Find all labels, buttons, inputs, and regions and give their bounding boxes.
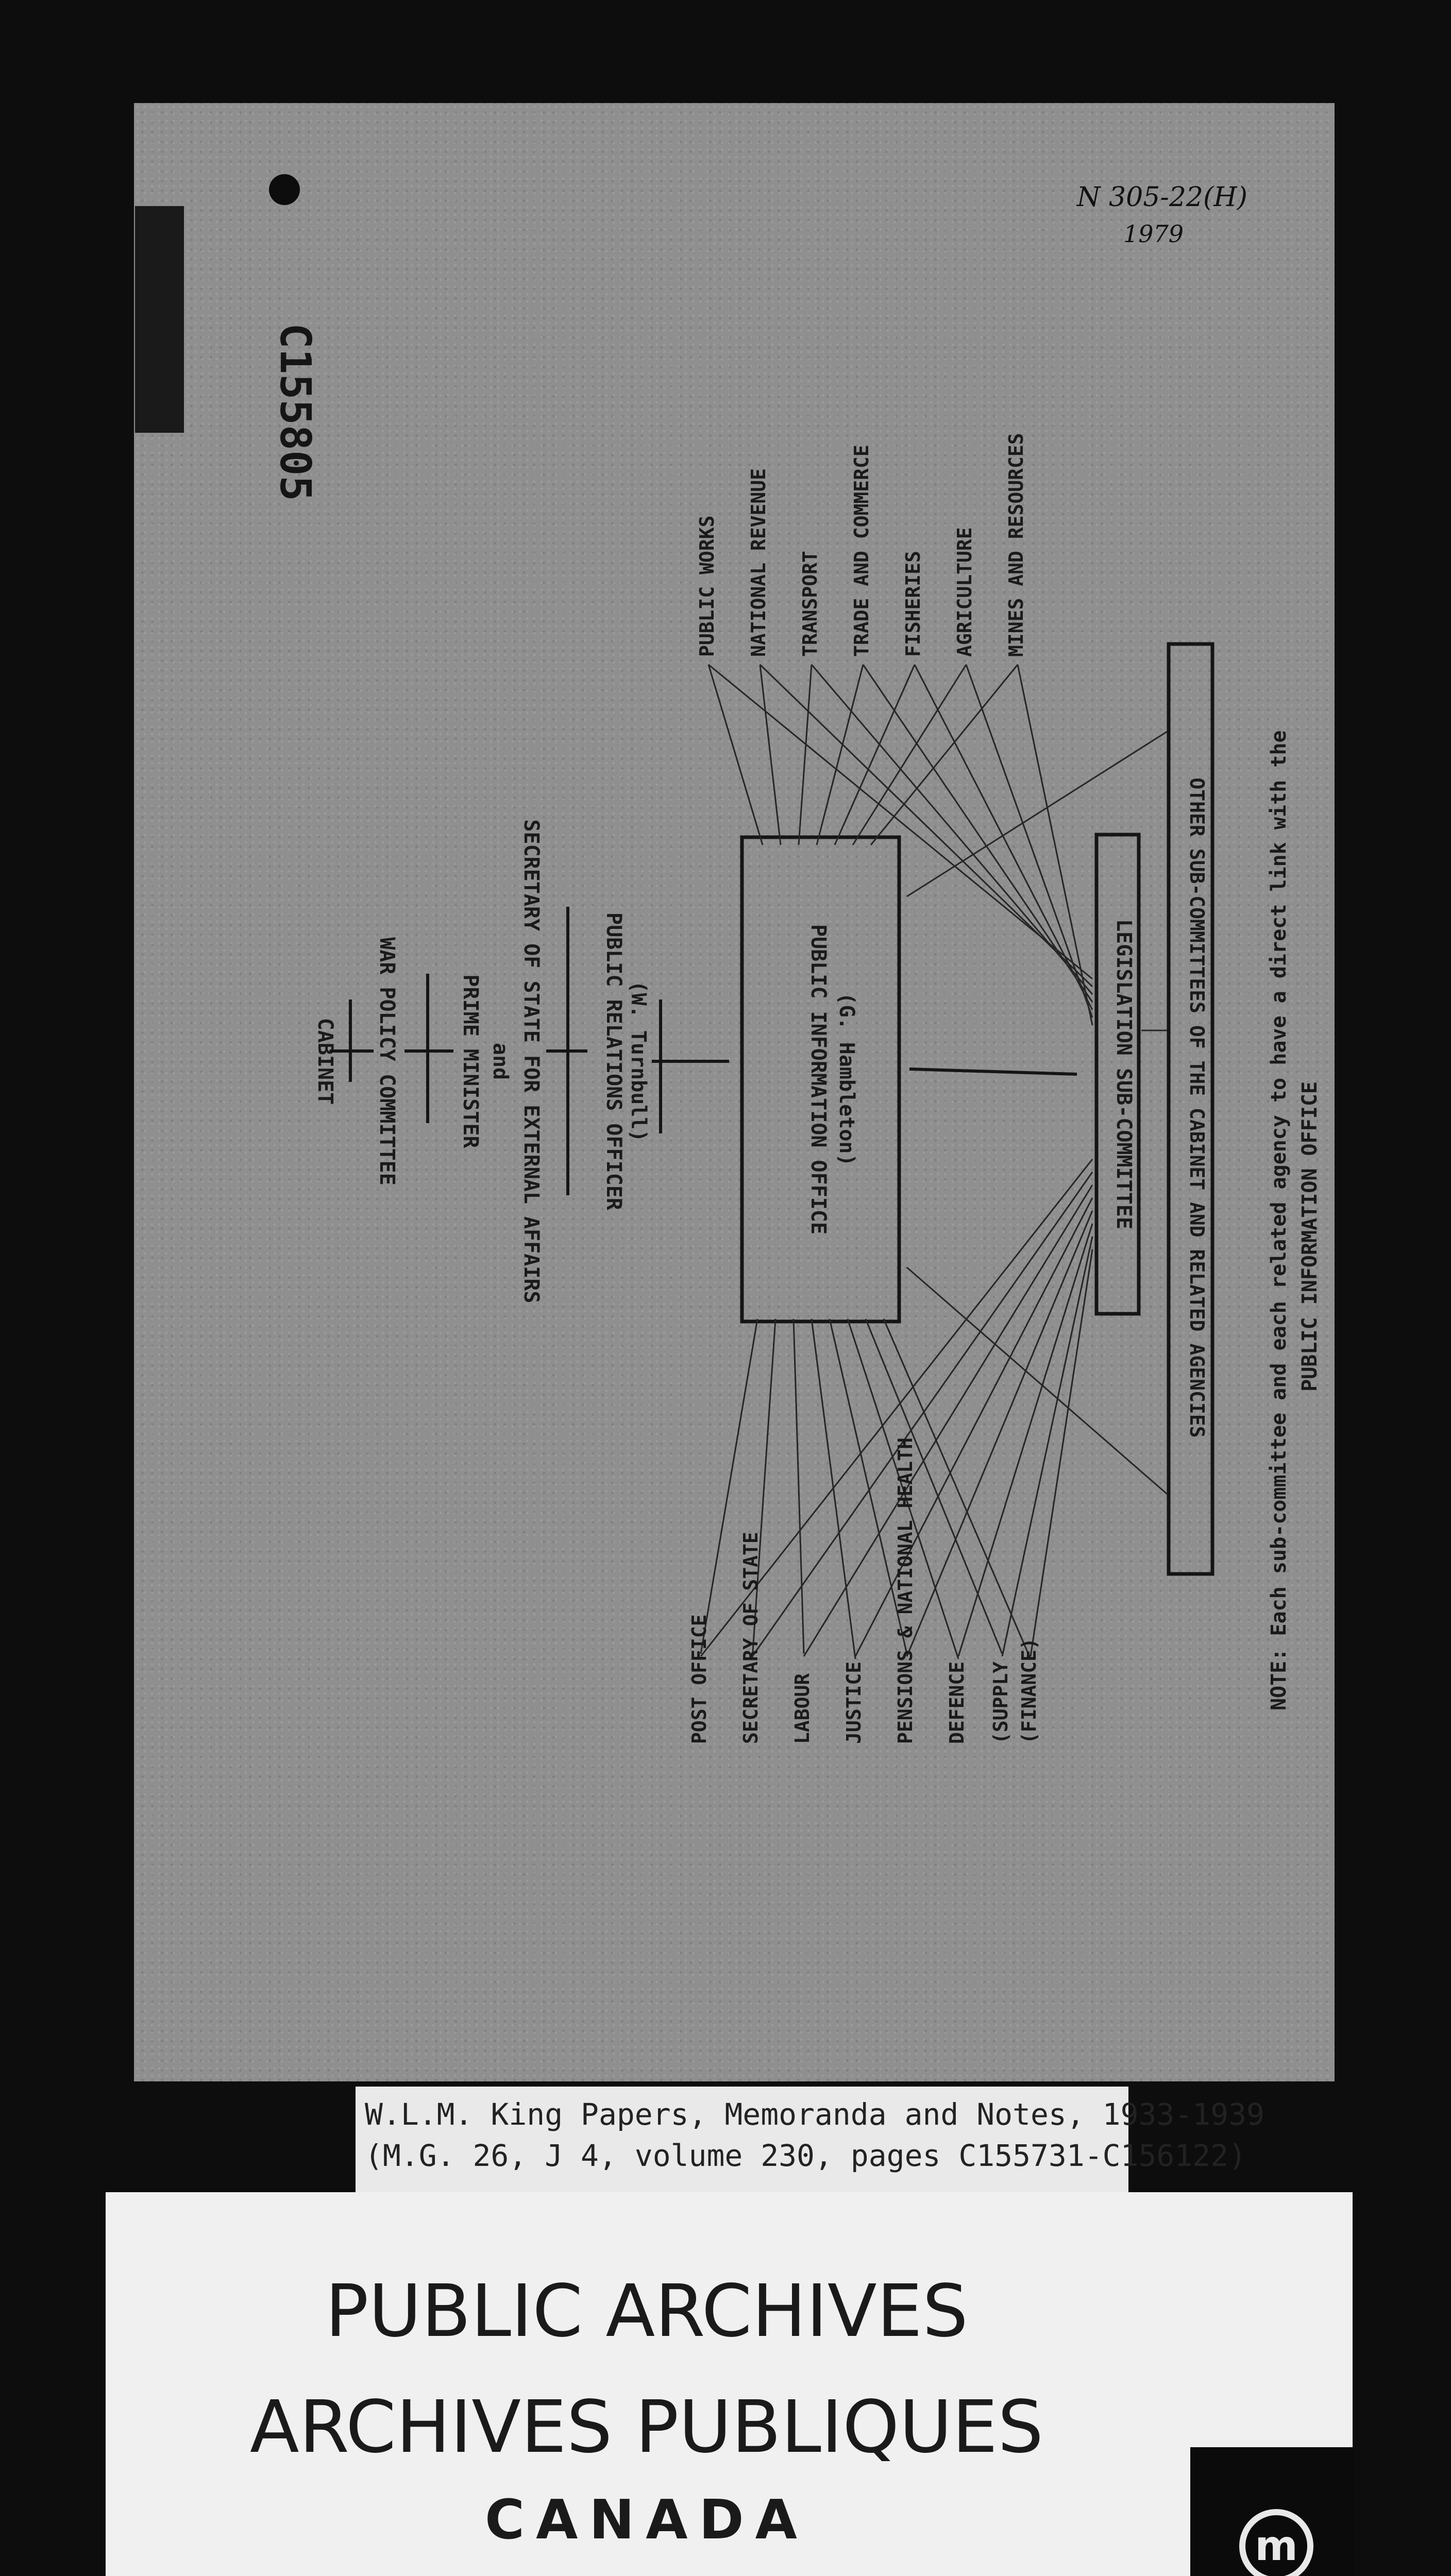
department-top-label: NATIONAL REVENUE bbox=[747, 468, 770, 657]
department-bottom-label: PENSIONS & NATIONAL HEALTH bbox=[894, 1437, 917, 1744]
connector-line bbox=[794, 1319, 804, 1654]
connector-line bbox=[1018, 665, 1092, 1025]
secretary-external-affairs-label: SECRETARY OF STATE FOR EXTERNAL AFFAIRS bbox=[519, 819, 543, 1303]
handwritten-reference: N 305-22(H) bbox=[1077, 182, 1247, 213]
archive-label-english: PUBLIC ARCHIVES bbox=[325, 2269, 968, 2353]
archive-label-french: ARCHIVES PUBLIQUES bbox=[249, 2385, 1044, 2469]
public-relations-officer-name: (W. Turnbull) bbox=[627, 980, 650, 1142]
connector-line bbox=[1002, 1236, 1092, 1656]
note-line-1: NOTE: Each sub-committee and each related agency to have a direct link with the bbox=[1267, 730, 1291, 1710]
department-top-label: FISHERIES bbox=[902, 551, 924, 657]
department-bottom-label: LABOUR bbox=[791, 1673, 814, 1744]
department-bottom-label: (SUPPLY bbox=[989, 1661, 1012, 1744]
department-bottom-label: (FINANCE) bbox=[1018, 1638, 1040, 1744]
connector-line bbox=[866, 1319, 1002, 1654]
and-label: and bbox=[488, 1042, 512, 1080]
handwritten-page-number: 1979 bbox=[1123, 220, 1184, 248]
public-relations-officer-label: PUBLIC RELATIONS OFFICER bbox=[602, 912, 626, 1210]
archive-label bbox=[106, 2192, 1353, 2576]
department-top-label: TRADE AND COMMERCE bbox=[850, 445, 873, 657]
connector-line bbox=[708, 665, 763, 845]
legislation-subcommittee-label: LEGISLATION SUB-COMMITTEE bbox=[1112, 919, 1136, 1230]
department-top-label: AGRICULTURE bbox=[953, 527, 976, 657]
connector-line bbox=[817, 665, 863, 845]
department-top-label: MINES AND RESOURCES bbox=[1005, 433, 1027, 657]
connector-line bbox=[1031, 1249, 1092, 1656]
public-information-office-title: PUBLIC INFORMATION OFFICE bbox=[806, 924, 830, 1235]
archive-label-country: CANADA bbox=[485, 2488, 808, 2551]
note-line-2: PUBLIC INFORMATION OFFICE bbox=[1298, 1081, 1322, 1392]
department-bottom-label: JUSTICE bbox=[842, 1661, 865, 1744]
cabinet-label: CABINET bbox=[313, 1018, 337, 1105]
connector-line bbox=[835, 665, 915, 845]
department-top-label: PUBLIC WORKS bbox=[696, 515, 718, 657]
citation-strip bbox=[356, 2087, 1264, 2205]
department-bottom-label: SECRETARY OF STATE bbox=[739, 1532, 762, 1744]
other-subcommittees-label: OTHER SUB-COMMITTEES OF THE CABINET AND RELATED AGENCIES bbox=[1186, 777, 1208, 1438]
department-bottom-label: DEFENCE bbox=[946, 1661, 968, 1744]
connector-line bbox=[915, 665, 1092, 1010]
connector-line bbox=[958, 1224, 1092, 1656]
pio-legislation-link bbox=[909, 1069, 1077, 1074]
department-bottom-label: POST OFFICE bbox=[688, 1614, 711, 1744]
connector-line bbox=[871, 665, 1018, 845]
connector-line bbox=[853, 665, 966, 845]
connector-line bbox=[760, 665, 781, 845]
war-policy-committee-label: WAR POLICY COMMITTEE bbox=[375, 937, 399, 1185]
public-information-office-person: (G. Hambleton) bbox=[835, 992, 858, 1166]
citation-line-2: (M.G. 26, J 4, volume 230, pages C155731-C156122) bbox=[365, 2138, 1247, 2173]
archives-logo-letter: m bbox=[1255, 2522, 1298, 2570]
connector-line bbox=[804, 1185, 1092, 1656]
department-top-label: TRANSPORT bbox=[799, 551, 821, 657]
connector-line bbox=[812, 665, 1092, 994]
connector-line bbox=[799, 665, 812, 845]
prime-minister-label: PRIME MINISTER bbox=[459, 974, 482, 1148]
citation-line-1: W.L.M. King Papers, Memoranda and Notes, 1933-1939 bbox=[365, 2097, 1264, 2132]
archive-code: C155805 bbox=[271, 323, 319, 501]
